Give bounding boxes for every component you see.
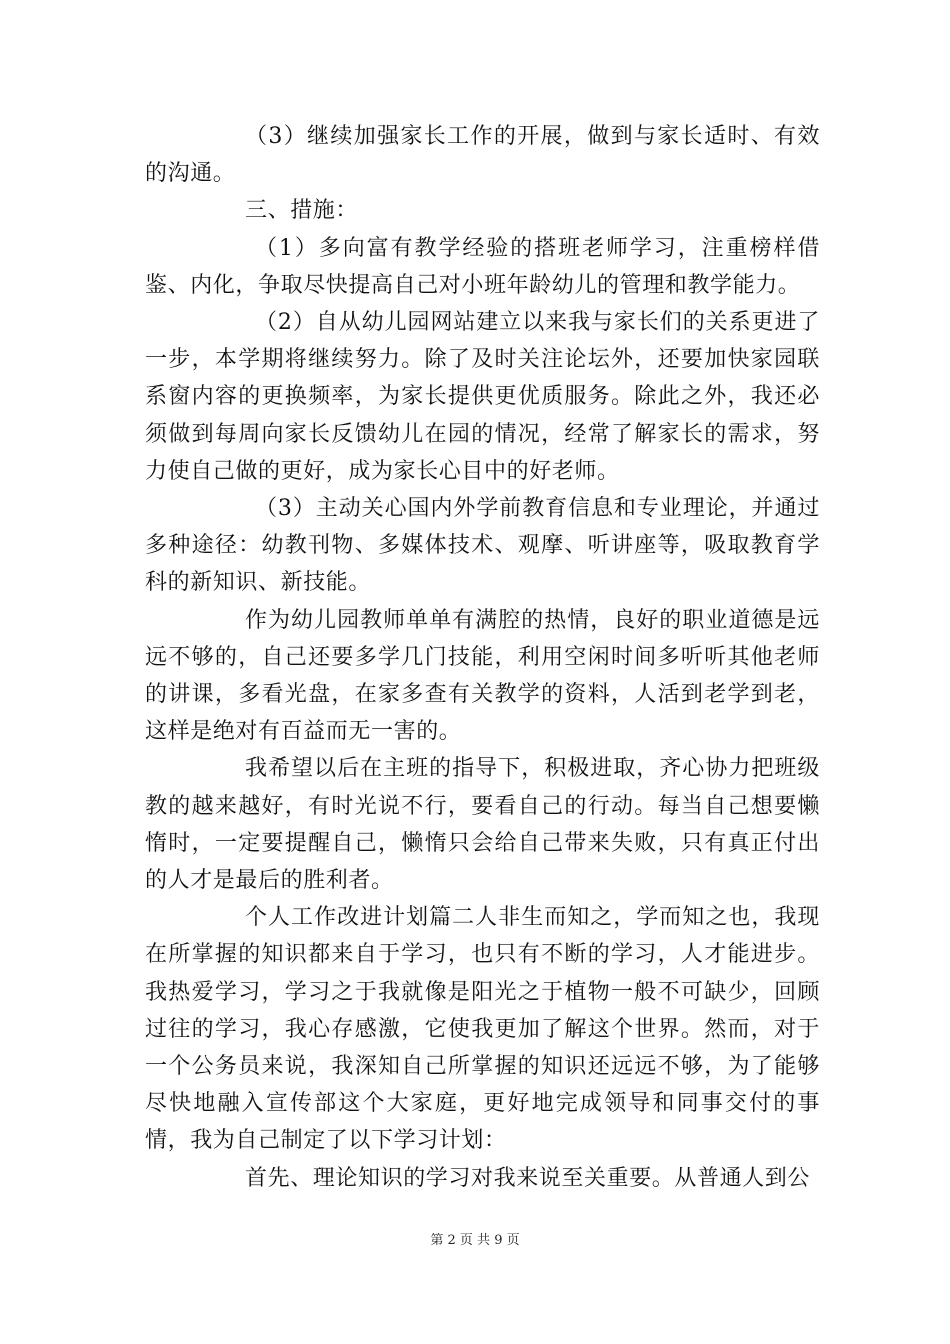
- paragraph-teacher-skills: 作为幼儿园教师单单有满腔的热情，良好的职业道德是远远不够的，自己还要多学几门技能，利用空闲时间多听听其他老师的讲课，多看光盘，在家多查有关教学的资料，人活到老学到老，这样是绝对有百益而无一害的。: [145, 607, 820, 745]
- paragraph-measure-1: （1）多向富有教学经验的搭班老师学习，注重榜样借鉴、内化，争取尽快提高自己对小班年龄幼儿的管理和教学能力。: [145, 235, 820, 298]
- paragraph-theory-learning: 首先、理论知识的学习对我来说至关重要。从普通人到公: [245, 1165, 811, 1191]
- paragraph-hope: 我希望以后在主班的指导下，积极进取，齐心协力把班级教的越来越好，有时光说不行，要看自己的行动。每当自己想要懒惰时，一定要提醒自己，懒惰只会给自己带来失败，只有真正付出的人才是最后的胜利者。: [145, 756, 820, 894]
- document-body: [145, 118, 820, 1197]
- paragraph-measure-3: （3）主动关心国内外学前教育信息和专业理论，并通过多种途径：幼教刊物、多媒体技术、观摩、听讲座等，吸取教育学科的新知识、新技能。: [145, 496, 820, 596]
- page-number-footer: 第 2 页 共 9 页: [430, 1233, 520, 1248]
- paragraph-item-3-goal: （3）继续加强家长工作的开展，做到与家长适时、有效的沟通。: [145, 124, 820, 187]
- paragraph-plan-two: 个人工作改进计划篇二人非生而知之，学而知之也，我现在所掌握的知识都来自于学习，也只有不断的学习，人才能进步。我热爱学习，学习之于我就像是阳光之于植物一般不可缺少，回顾过往的学习，我心存感激，它使我更加了解这个世界。然而，对于一个公务员来说，我深知自己所掌握的知识还远远不够，为了能够尽快地融入宣传部这个大家庭，更好地完成领导和同事交付的事情，我为自己制定了以下学习计划：: [145, 905, 820, 1154]
- paragraph-measure-2: （2）自从幼儿园网站建立以来我与家长们的关系更进了一步，本学期将继续努力。除了及时关注论坛外，还要加快家园联系窗内容的更换频率，为家长提供更优质服务。除此之外，我还必须做到每周向家长反馈幼儿在园的情况，经常了解家长的需求，努力使自己做的更好，成为家长心目中的好老师。: [145, 310, 820, 484]
- section-heading-measures: 三、措施：: [245, 198, 359, 224]
